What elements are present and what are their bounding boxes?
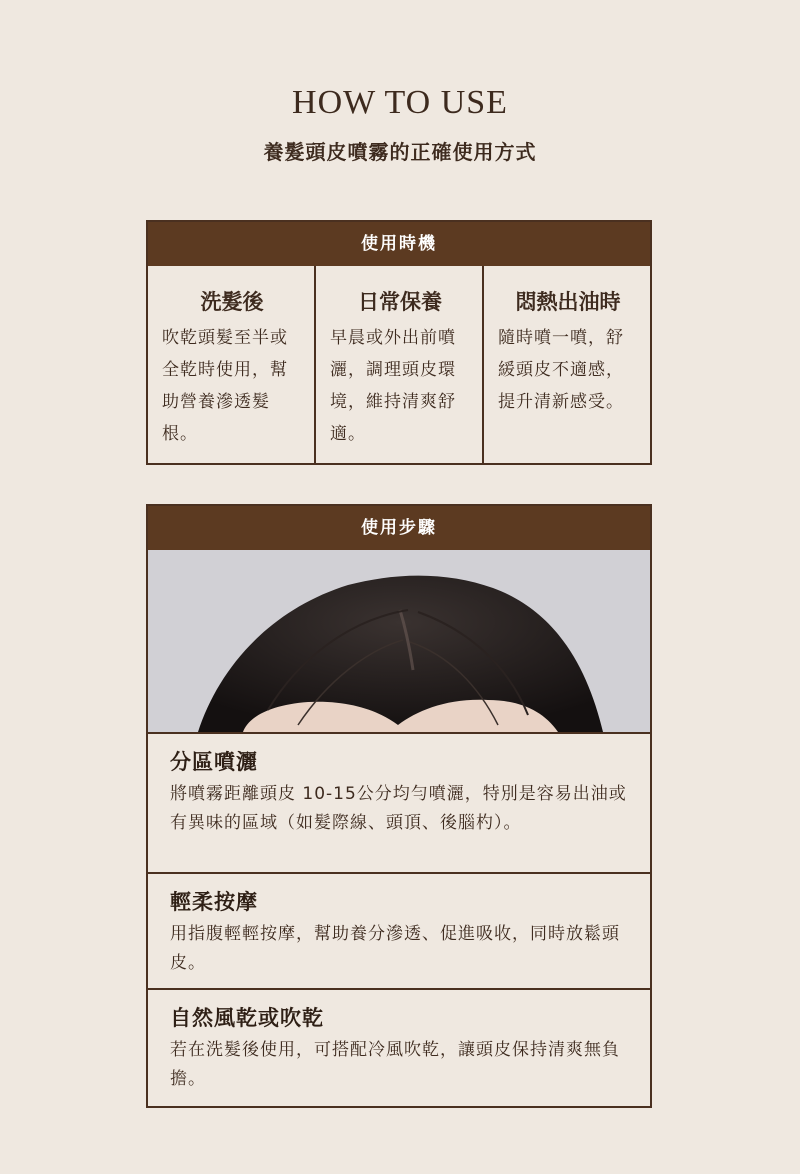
timing-column-text: 早晨或外出前噴灑，調理頭皮環境，維持清爽舒適。 — [330, 328, 456, 444]
timing-heading: 使用時機 — [148, 222, 650, 266]
timing-column-text: 隨時噴一噴，舒緩頭皮不適感，提升清新感受。 — [498, 328, 624, 412]
timing-column-text: 吹乾頭髮至半或全乾時使用，幫助營養滲透髮根。 — [162, 328, 288, 444]
steps-heading: 使用步驟 — [148, 506, 650, 550]
step-text: 用指腹輕輕按摩，幫助養分滲透、促進吸收，同時放鬆頭皮。 — [170, 924, 620, 973]
step-item — [148, 874, 650, 990]
hair-illustration — [148, 550, 650, 732]
page-subtitle: 養髮頭皮噴霧的正確使用方式 — [263, 140, 537, 164]
step-title: 輕柔按摩 — [170, 890, 258, 914]
step-item — [148, 990, 650, 1106]
timing-column-oily — [484, 266, 650, 465]
scalp-photo — [148, 550, 650, 734]
timing-section — [146, 220, 652, 465]
step-title: 分區噴灑 — [170, 750, 258, 774]
timing-column-daily — [316, 266, 484, 465]
step-text: 將噴霧距離頭皮 10-15公分均勻噴灑，特別是容易出油或有異味的區域（如髮際線、頭頂、後腦杓）。 — [170, 784, 627, 833]
steps-section — [146, 504, 652, 1108]
timing-column-title: 洗髮後 — [200, 290, 264, 314]
page-title: HOW TO USE — [292, 84, 508, 121]
timing-column-title: 悶熱出油時 — [515, 290, 621, 314]
step-text: 若在洗髮後使用，可搭配冷風吹乾，讓頭皮保持清爽無負擔。 — [170, 1040, 620, 1089]
timing-columns — [148, 266, 650, 465]
timing-column-title: 日常保養 — [358, 290, 442, 314]
step-title: 自然風乾或吹乾 — [170, 1006, 324, 1030]
step-item — [148, 734, 650, 874]
timing-column-after-wash — [148, 266, 316, 465]
